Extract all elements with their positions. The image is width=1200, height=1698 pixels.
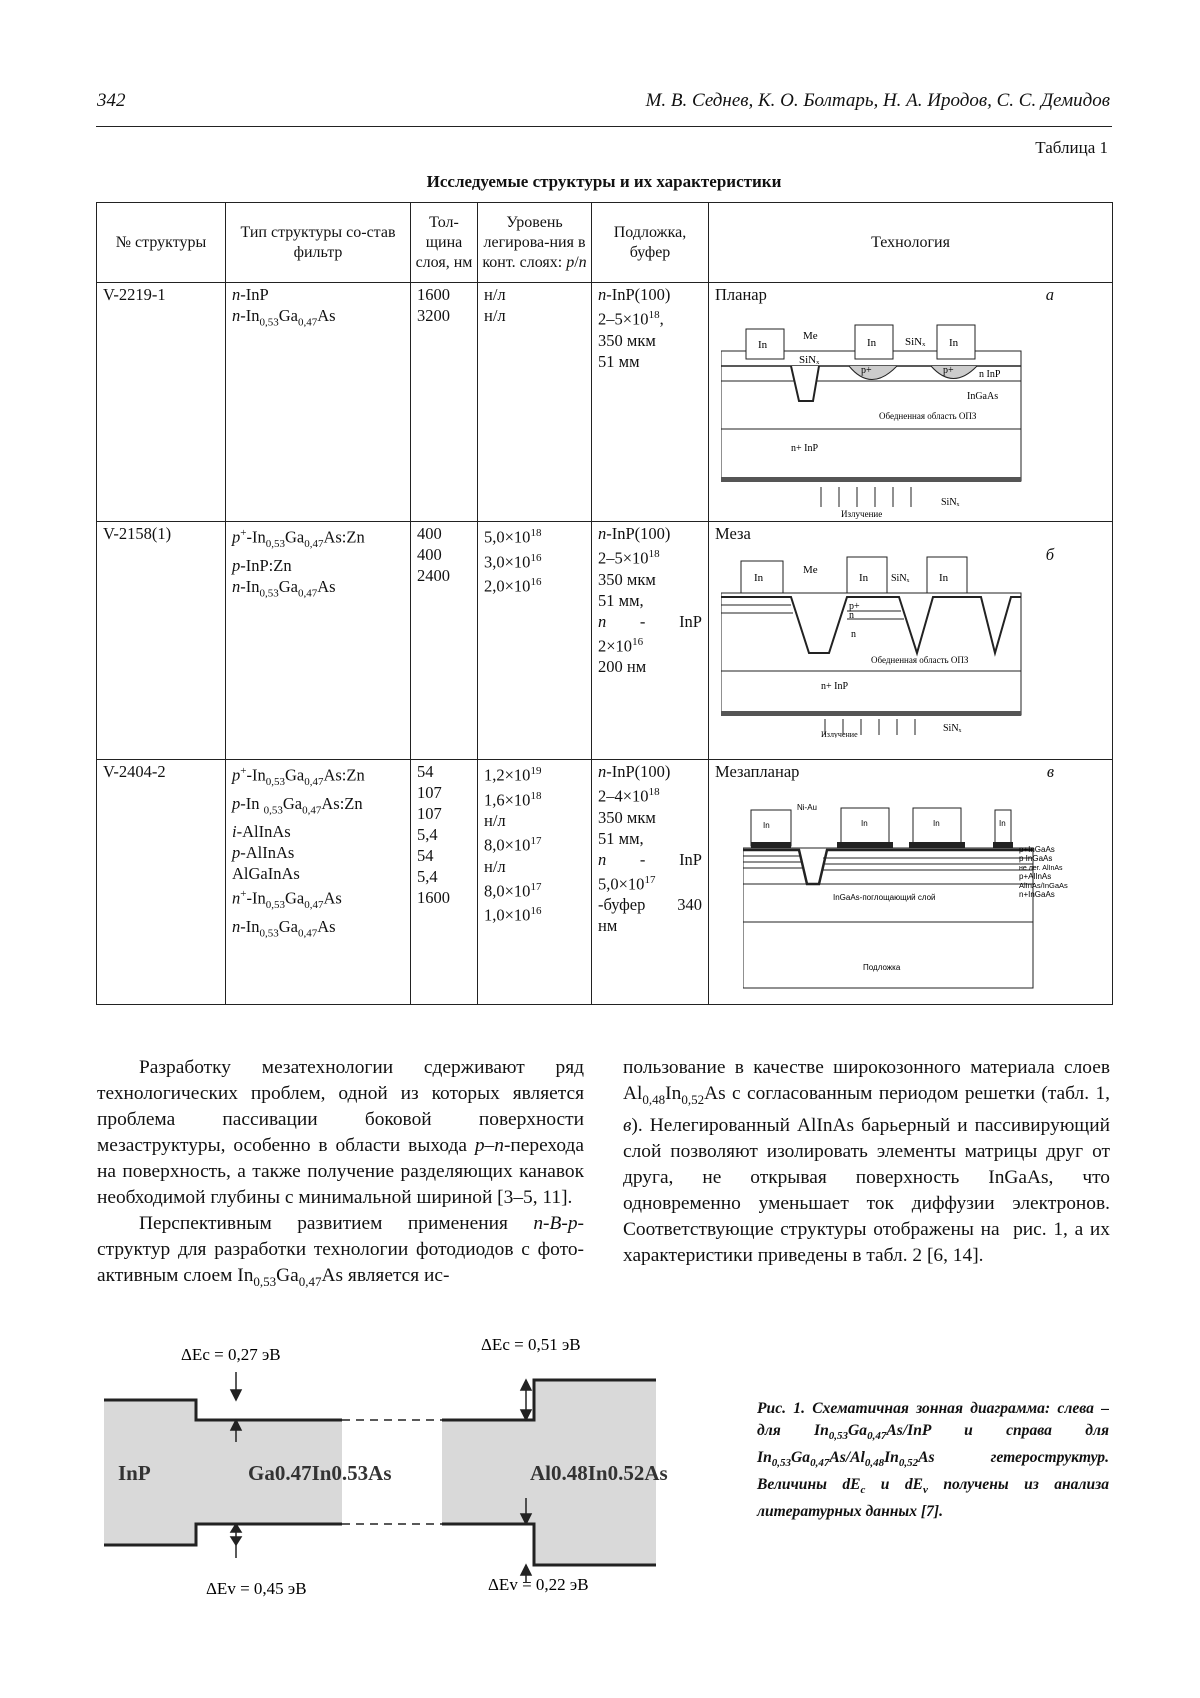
diagram-label: In (754, 572, 764, 584)
technology-cell (709, 283, 1113, 522)
diagram-label: Обедненная область ОПЗ (879, 411, 977, 421)
technology-name: Планар (715, 285, 767, 304)
doping: $1,2\times 10^{19}$ $1,6\times 10^{18}$ н/л $8,0\times 10^{17}$ н/л $8,0\times 10^{17}$ $1,0\times 10^{16}$ (478, 760, 592, 1005)
table-label: Таблица 1 (1035, 138, 1108, 157)
delta-ev-left: ΔEv = 0,45 эВ (206, 1579, 307, 1598)
figure-caption: Рис. 1. Схематичная зонная диаграмма: слева – для $In_{0,53}Ga_{0,47}As$/InP и справа для $In_{0,53}Ga_{0,47}As/Al_{0,48}In_{0,52}As$ гетероструктур. Величины $dE_c$ и $dE_v$ получены из анализа литературных данных [7]. (757, 1400, 1110, 1521)
diagram-label: Обедненная область ОПЗ (871, 655, 969, 665)
diagram-label: AlInAs/InGaAs (1019, 881, 1068, 890)
technology-cell (709, 760, 1113, 1005)
technology-name: Меза (715, 524, 751, 543)
diagram-label: SiNₓ (891, 573, 910, 584)
technology-cell (709, 522, 1113, 760)
body-column-left (97, 1055, 584, 1295)
diagram-label: Me (803, 330, 818, 342)
table-header-row (97, 203, 1113, 283)
header-doping: Уровень легирова-ния в конт. слоях: p/n (478, 203, 592, 283)
diagram-label: p+ (861, 365, 872, 376)
substrate: n-InP(100) $2-4\times 10^{18}$ 350 мкм 51 мм, n - InP $5,0\times 10^{17}$ -буфер 340 нм (592, 760, 709, 1005)
body-column-right (623, 1055, 1110, 1269)
table-title: Исследуемые структуры и их характеристики (426, 172, 782, 191)
delta-ec-right: ΔEc = 0,51 эВ (481, 1335, 581, 1354)
diagram-label: Ni-Au (797, 803, 818, 812)
panel-letter: б (1045, 545, 1054, 564)
diagram-label: p+AlInAs (1019, 872, 1052, 881)
table-row (97, 760, 1113, 1005)
material-alinas: Al0.48In0.52As (530, 1461, 668, 1485)
delta-ev-right: ΔEv = 0,22 эВ (488, 1575, 589, 1594)
panel-letter: в (1046, 762, 1054, 781)
header-structure-type: Тип структуры со-став фильтр (226, 203, 411, 283)
structure-id: V-2219-1 (97, 283, 226, 522)
diagram-label: InGaAs-поглощающий слой (833, 893, 936, 902)
table-row (97, 283, 1113, 522)
thickness: 54 107 107 5,4 54 5,4 1600 (411, 760, 478, 1005)
mesa-structure-diagram (721, 553, 1039, 738)
planar-structure-diagram (721, 311, 1039, 519)
diagram-label: In (867, 337, 877, 349)
header-technology: Технология (709, 203, 1113, 283)
diagram-label: Подложка (863, 963, 901, 972)
header-structure-no: № структуры (97, 203, 226, 283)
diagram-label: p+ (849, 601, 860, 612)
diagram-label: Излучение (841, 509, 883, 519)
diagram-label: In (758, 339, 768, 351)
diagram-label: In (939, 572, 949, 584)
table-row (97, 522, 1113, 760)
diagram-label: n (849, 610, 854, 621)
diagram-label: n (851, 629, 856, 640)
diagram-label: Me (803, 564, 818, 576)
diagram-label: SiNₓ (941, 497, 960, 508)
diagram-label: p InGaAs (1019, 854, 1053, 863)
diagram-label: p+InGaAs (1019, 845, 1055, 854)
diagram-label: не лег. AlInAs (1019, 865, 1063, 872)
material-gainas: Ga0.47In0.53As (248, 1461, 392, 1485)
diagram-label: p+ (943, 365, 954, 376)
thickness: 400 400 2400 (411, 522, 478, 760)
diagram-label: SiNₓ (943, 723, 962, 734)
substrate: n-InP(100) $2-5\times 10^{18}$, 350 мкм 51 мм (592, 283, 709, 522)
thickness: 1600 3200 (411, 283, 478, 522)
diagram-label: Излучение (821, 730, 858, 738)
diagram-label: n InP (979, 369, 1001, 380)
structure-id: V-2404-2 (97, 760, 226, 1005)
header-rule (96, 126, 1112, 127)
diagram-label: In (933, 819, 940, 828)
diagram-label: InGaAs (967, 391, 999, 402)
structure-type: $p^+-In_{0,53}Ga_{0,47}As:Zn$ p-InP:Zn $n-In_{0,53}Ga_{0,47}As$ (226, 522, 411, 760)
running-head-authors: М. В. Седнев, К. О. Болтарь, Н. А. Иродов, С. С. Демидов (645, 90, 1110, 111)
diagram-label: In (763, 821, 770, 830)
diagram-label: In (949, 337, 959, 349)
diagram-label: In (859, 572, 869, 584)
diagram-label: SiNₓ (905, 336, 926, 348)
structure-type: n-InP $n-In_{0,53}Ga_{0,47}As$ (226, 283, 411, 522)
diagram-label: In (999, 819, 1006, 828)
paragraph: Разработку мезатехнологии сдерживают ряд технологических проблем, одной из которых является проблема пассивации боковой поверхности мезаструктуры, особенно в области выхода p–n-перехода на поверхность, а также получение разделяющих канавок необходимой глубины с минимальной шириной [3–5, 11]. (97, 1057, 584, 1208)
diagram-label: In (861, 819, 868, 828)
material-inp: InP (118, 1461, 151, 1485)
doping: $5,0\times 10^{18}$ $3,0\times 10^{16}$ $2,0\times 10^{16}$ (478, 522, 592, 760)
technology-name: Мезапланар (715, 762, 800, 781)
mesaplanar-structure-diagram (743, 788, 1123, 993)
diagram-label: n+ InP (821, 681, 849, 692)
structure-id: V-2158(1) (97, 522, 226, 760)
structure-type: $p^+-In_{0,53}Ga_{0,47}As:Zn$ p-In $_{0,53}Ga_{0,47}As:Zn$ i-AlInAs p-AlInAs AlGaInAs $n^+-In_{0,53}Ga_{0,47}As$ $n-In_{0,53}Ga_{0,47}As$ (226, 760, 411, 1005)
header-substrate: Подложка, буфер (592, 203, 709, 283)
delta-ec-left: ΔEc = 0,27 эВ (181, 1345, 281, 1364)
substrate: n-InP(100) $2-5\times 10^{18}$ 350 мкм 51 мм, n - InP $2\times 10^{16}$ 200 нм (592, 522, 709, 760)
doping: н/л н/л (478, 283, 592, 522)
diagram-label: SiNₓ (799, 354, 820, 366)
panel-letter: а (1045, 285, 1054, 304)
band-diagram (96, 1330, 746, 1600)
diagram-label: n+ InP (791, 443, 819, 454)
header-thickness: Тол-щина слоя, нм (411, 203, 478, 283)
paragraph: Перспективным развитием применения n-B-p-структур для разработки технологии фотодиодов с фото-активным слоем $In_{0,53}Ga_{0,47}As$ является ис- (97, 1213, 584, 1289)
diagram-label: n+InGaAs (1019, 890, 1055, 899)
paragraph: пользование в качестве широкозонного материала слоев $Al_{0,48}In_{0,52}As$ с согласованным периодом решетки (табл. 1, в). Нелегированный AlInAs барьерный и пассивирующий слой позволяют изолировать элементы матрицы друг от друга, не открывая поверхность InGaAs, что одновременно уменьшает ток диффузии электронов. Соответствующие структуры отображены на рис. 1, а их характеристики приведены в табл. 2 [6, 14]. (623, 1057, 1110, 1266)
structures-table (96, 202, 1113, 1005)
page-number: 342 (97, 90, 126, 111)
